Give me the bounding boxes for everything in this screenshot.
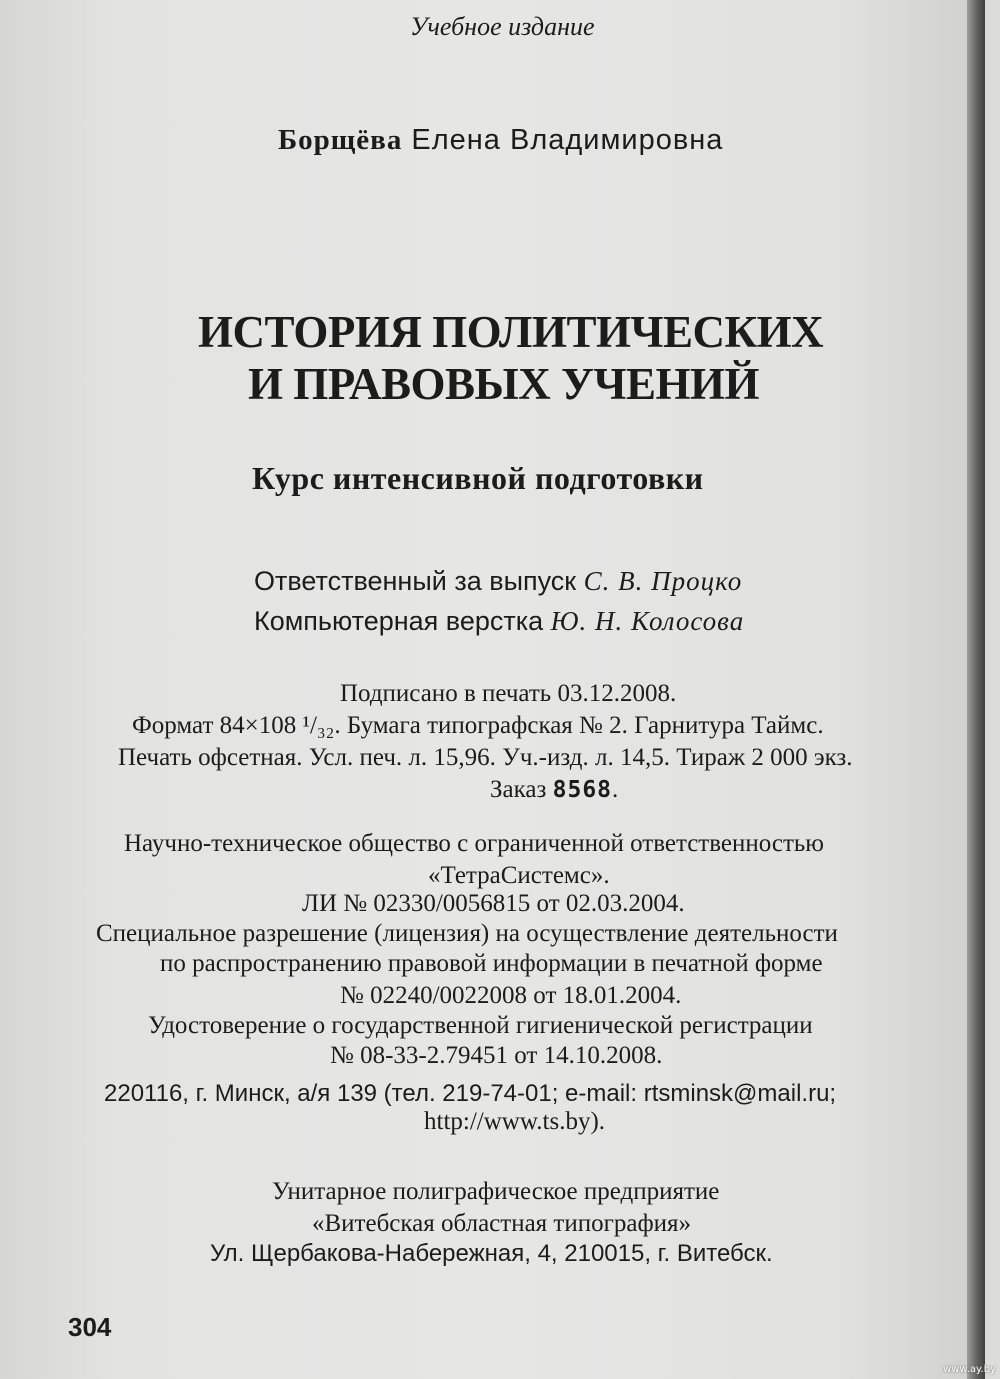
publisher-line: «ТетраСистемс». [428, 862, 610, 889]
publisher-line: Научно-техническое общество с ограниченной ответственностью [124, 830, 824, 857]
book-spine [967, 0, 985, 1379]
publisher-line: № 08-33-2.79451 от 14.10.2008. [330, 1042, 663, 1069]
credit-role: Компьютерная верстка [254, 606, 544, 636]
imprint-print: Печать офсетная. Усл. печ. л. 15,96. Уч.-изд. л. 14,5. Тираж 2 000 экз. [118, 744, 853, 771]
imprint-order [490, 776, 618, 804]
order-number: 8568 [552, 777, 613, 803]
publisher-line: Удостоверение о государственной гигиенической регистрации [148, 1012, 813, 1039]
publisher-line: № 02240/0022008 от 18.01.2004. [340, 982, 682, 1009]
publisher-website: http://www.ts.by). [424, 1108, 606, 1135]
publisher-address: 220116, г. Минск, а/я 139 (тел. 219-74-01; e-mail: rtsminsk@mail.ru; [104, 1080, 837, 1107]
imprint-signed: Подписано в печать 03.12.2008. [340, 680, 677, 707]
book-subtitle: Курс интенсивной подготовки [252, 460, 704, 496]
book-title-line-2: И ПРАВОВЫХ УЧЕНИЙ [248, 359, 760, 409]
author-given-names: Елена Владимировна [411, 124, 724, 156]
credit-role: Ответственный за выпуск [254, 566, 577, 596]
printer-address: Ул. Щербакова-Набережная, 4, 210015, г. Витебск. [210, 1240, 773, 1267]
edition-label: Учебное издание [410, 12, 595, 41]
watermark: www.ay.by [943, 1364, 996, 1375]
imprint-format: Формат 84×108 ¹/₃₂. Бумага типографская № 2. Гарнитура Таймс. [132, 712, 824, 739]
book-title-line-1: ИСТОРИЯ ПОЛИТИЧЕСКИХ [198, 307, 824, 357]
credit-layout [254, 606, 744, 637]
author-surname: Борщёва [278, 124, 403, 156]
publisher-line: ЛИ № 02330/0056815 от 02.03.2004. [302, 890, 685, 917]
publisher-line: по распространению правовой информации в печатной форме [160, 950, 823, 977]
order-label: Заказ [490, 776, 547, 803]
credit-responsible [254, 566, 742, 597]
publisher-line: Специальное разрешение (лицензия) на осуществление деятельности [96, 920, 838, 947]
printer-line: Унитарное полиграфическое предприятие [272, 1178, 720, 1205]
page-number: 304 [68, 1312, 112, 1342]
credit-person: Ю. Н. Колосова [550, 606, 745, 636]
credit-person: С. В. Процко [583, 566, 743, 596]
order-suffix: . [612, 776, 619, 803]
author-name [278, 124, 723, 157]
printer-line: «Витебская областная типография» [312, 1210, 692, 1237]
